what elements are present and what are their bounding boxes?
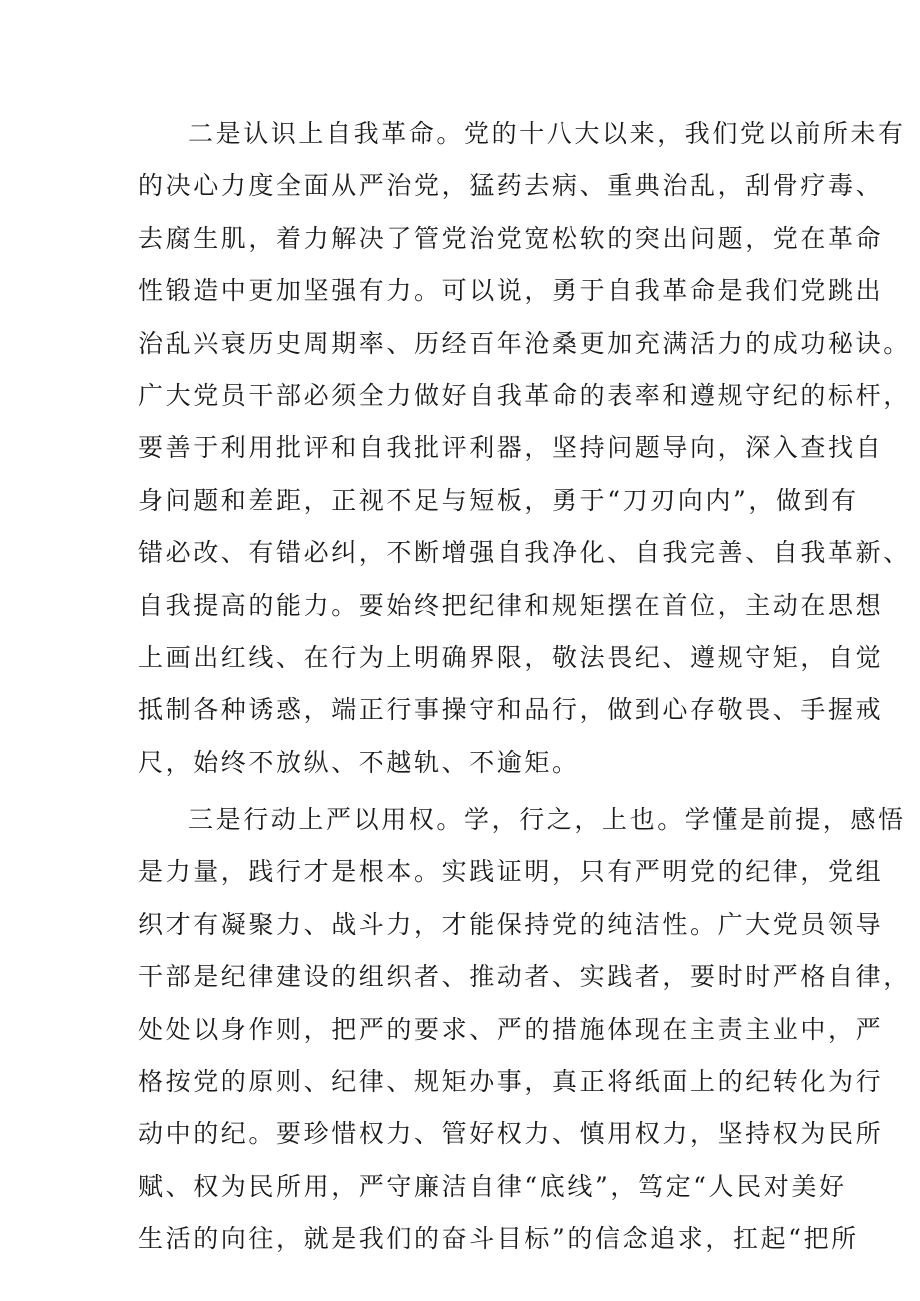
text-line: 动中的纪。要珍惜权力、管好权力、慎用权力，坚持权为民所 (138, 1119, 884, 1149)
text-line: 二是认识上自我革命。党的十八大以来，我们党以前所未有 (188, 119, 906, 148)
text-line: 格按党的原则、纪律、规矩办事，真正将纸面上的纪转化为行 (138, 1067, 884, 1097)
text-line: 赋、权为民所用，严守廉洁自律“底线”，笃定“人民对美好 (138, 1171, 847, 1201)
paragraph-self-revolution (138, 108, 911, 789)
text-line: 上画出红线、在行为上明确界限，敬法畏纪、遵规守矩，自觉 (138, 642, 884, 672)
text-line: 的决心力度全面从严治党，猛药去病、重典治乱，刮骨疗毒、 (138, 171, 884, 201)
text-line: 三是行动上严以用权。学，行之，上也。学懂是前提，感悟 (188, 805, 906, 835)
text-line: 织才有凝聚力、战斗力，才能保持党的纯洁性。广大党员领导 (138, 909, 884, 939)
text-line: 身问题和差距，正视不足与短板，勇于“刀刃向内”，做到有 (138, 485, 859, 515)
text-line: 生活的向往，就是我们的奋斗目标”的信念追求，扛起“把所 (138, 1224, 859, 1254)
text-line: 错必改、有错必纠，不断增强自我净化、自我完善、自我革新、 (138, 538, 911, 568)
text-line: 尺，始终不放纵、不越轨、不逾矩。 (138, 747, 580, 777)
text-line: 自我提高的能力。要始终把纪律和规矩摆在首位，主动在思想 (138, 590, 884, 620)
text-line: 要善于利用批评和自我批评利器，坚持问题导向，深入查找自 (138, 433, 884, 463)
text-line: 去腐生肌，着力解决了管党治党宽松软的突出问题，党在革命 (138, 223, 884, 253)
text-line: 广大党员干部必须全力做好自我革命的表率和遵规守纪的标杆， (138, 380, 911, 410)
text-line: 性锻造中更加坚强有力。可以说，勇于自我革命是我们党跳出 (138, 276, 884, 306)
text-line: 抵制各种诱惑，端正行事操守和品行，做到心存敬畏、手握戒 (138, 695, 884, 725)
paragraph-strict-power (138, 794, 911, 1266)
document-body (138, 108, 911, 1266)
text-line: 是力量，践行才是根本。实践证明，只有严明党的纪律，党组 (138, 857, 884, 887)
text-line: 干部是纪律建设的组织者、推动者、实践者，要时时严格自律， (138, 962, 911, 992)
text-line: 治乱兴衰历史周期率、历经百年沧桑更加充满活力的成功秘诀。 (138, 328, 911, 358)
text-line: 处处以身作则，把严的要求、严的措施体现在主责主业中，严 (138, 1014, 884, 1044)
